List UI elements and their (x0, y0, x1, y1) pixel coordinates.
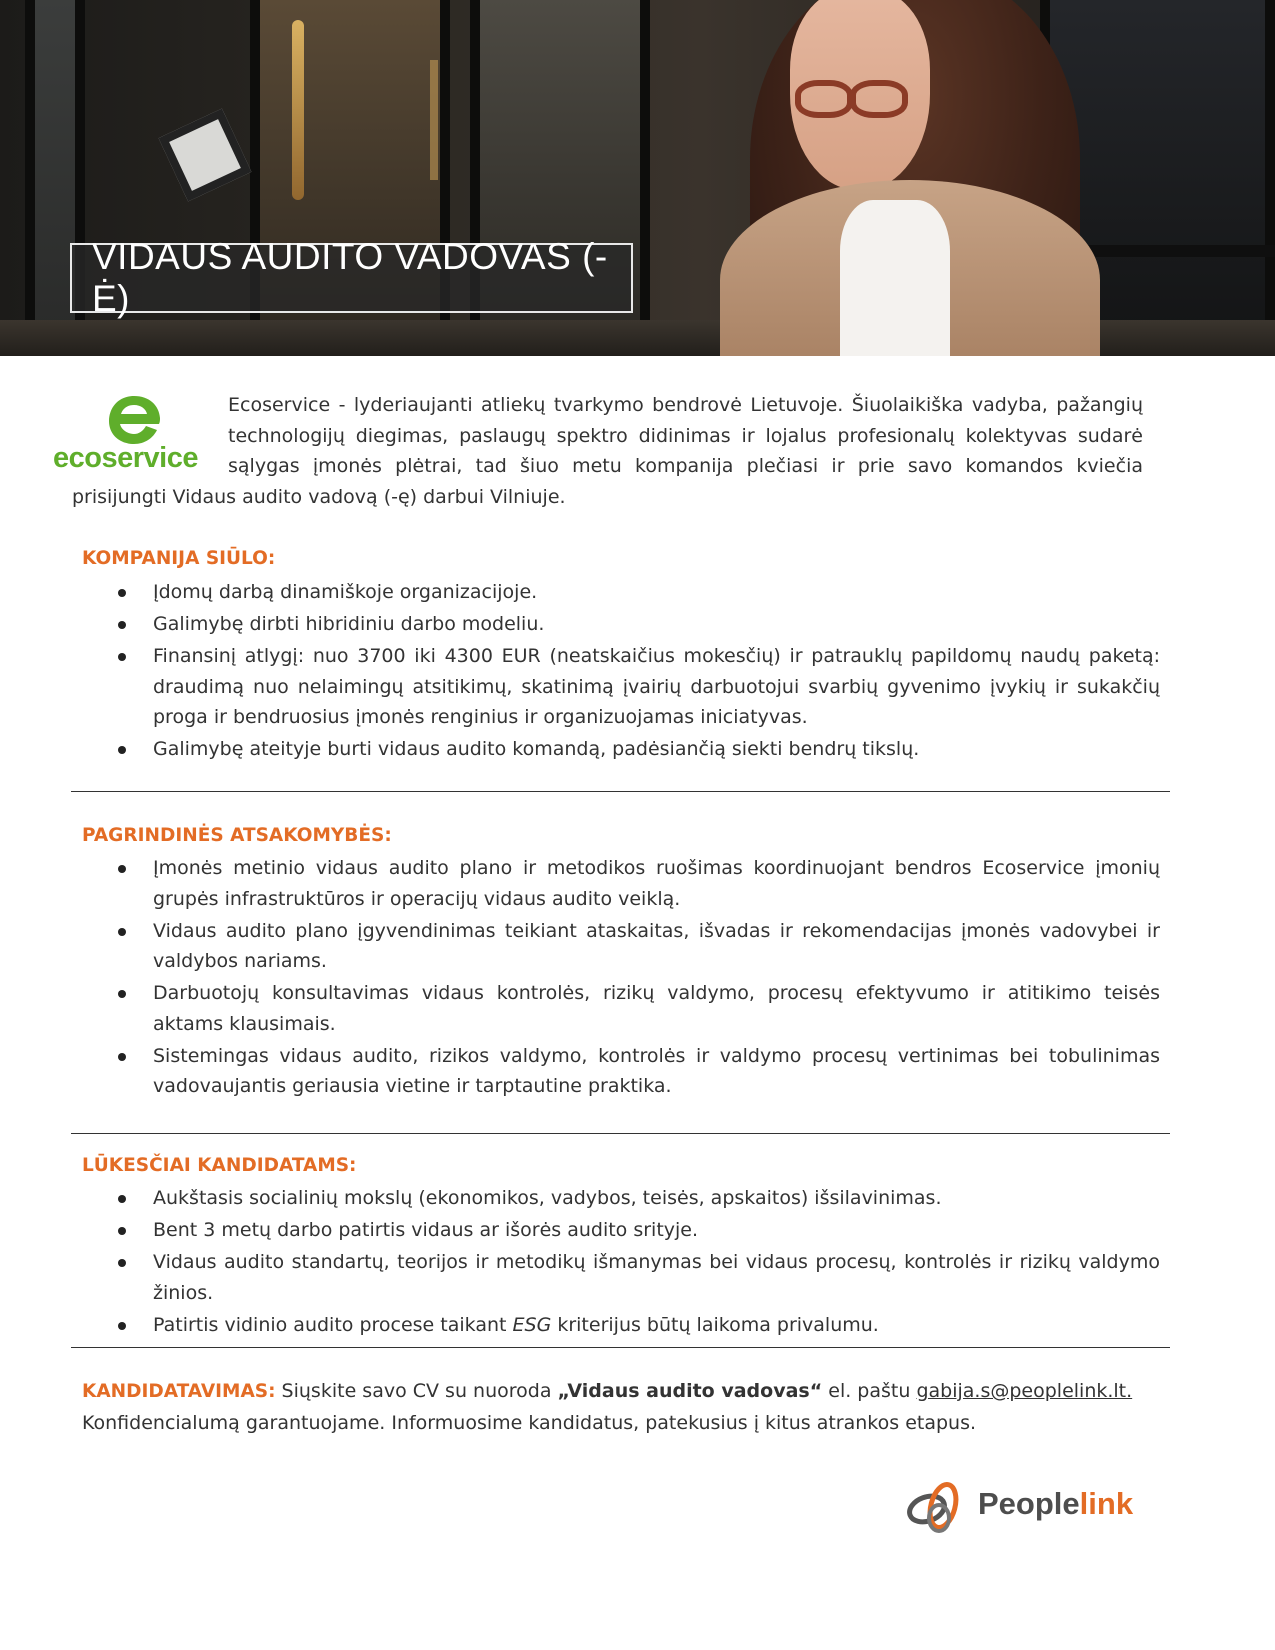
glasses-lens (850, 80, 908, 118)
light-fixture (430, 60, 438, 180)
application-info: KANDIDATAVIMAS: Siųskite savo CV su nuoroda „Vidaus audito vadovas“ el. paštu gabija.s@peoplelink.lt. Konfidencialumą garantuojame. Informuosime kandidatus, patekusius į kitus atrankos etapus. (82, 1380, 1133, 1434)
section-divider (71, 1133, 1170, 1134)
email-link[interactable]: gabija.s@peoplelink.lt. (916, 1380, 1133, 1402)
offers-heading: KOMPANIJA SIŪLO: (82, 548, 276, 569)
list-item: Galimybę dirbti hibridiniu darbo modeliu. (82, 609, 1160, 640)
list-item: Sistemingas vidaus audito, rizikos valdymo, kontrolės ir valdymo procesų vertinimas bei tobulinimas vadovaujantis geriausia vietine ir tarptautine praktika. (82, 1041, 1160, 1102)
list-item: Bent 3 metų darbo patirtis vidaus ar išorės audito srityje. (82, 1215, 1160, 1246)
responsibilities-list (82, 853, 1160, 1103)
reference-quote: „Vidaus audito vadovas“ (557, 1380, 823, 1402)
bullet-icon (118, 589, 126, 597)
expectations-heading: LŪKESČIAI KANDIDATAMS: (82, 1155, 357, 1176)
expectations-list (82, 1183, 1160, 1342)
peoplelink-wordmark: Peoplelink (978, 1486, 1134, 1521)
list-item: Patirtis vidinio audito procese taikant ESG kriterijus būtų laikoma privalumu. (82, 1310, 1160, 1341)
bullet-icon (118, 621, 126, 629)
light-fixture (292, 20, 304, 200)
esg-emphasis: ESG (512, 1313, 552, 1336)
list-item: Vidaus audito standartų, teorijos ir metodikų išmanymas bei vidaus procesų, kontrolės ir rizikų valdymo žinios. (82, 1247, 1160, 1308)
confidentiality-note: Konfidencialumą garantuojame. Informuosime kandidatus, patekusius į kitus atrankos etapus. (82, 1411, 977, 1434)
bullet-icon (118, 990, 126, 998)
list-item: Vidaus audito plano įgyvendinimas teikiant ataskaitas, išvadas ir rekomendacijas įmonės vadovybei ir valdybos nariams. (82, 916, 1160, 977)
list-item: Darbuotojų konsultavimas vidaus kontrolės, rizikų valdymo, procesų efektyvumo ir atitikimo teisės aktams klausimais. (82, 978, 1160, 1039)
bullet-icon (118, 865, 126, 873)
peoplelink-logo (905, 1476, 1145, 1536)
background-sign (158, 108, 251, 201)
application-label: KANDIDATAVIMAS: (82, 1381, 276, 1402)
list-item: Įdomų darbą dinamiškoje organizacijoje. (82, 577, 1160, 608)
bullet-icon (118, 1322, 126, 1330)
company-intro: Ecoservice - lyderiaujanti atliekų tvarkymo bendrovė Lietuvoje. Šiuolaikiška vadyba, pažangių technologijų diegimas, paslaugų spektro didinimas ir lojalus profesionalų kolektyvas sudarė sąlygas įmonės plėtrai, tad šiuo metu kompanija plečiasi ir prie savo komandos kviečia prisijungti Vidaus audito vadovą (-ę) darbui Vilniuje. (72, 394, 1143, 508)
bullet-icon (118, 1053, 126, 1061)
section-divider (71, 1347, 1170, 1348)
bullet-icon (118, 928, 126, 936)
offers-list (82, 577, 1160, 766)
peoplelink-rings-icon (905, 1476, 971, 1536)
bullet-icon (118, 653, 126, 661)
list-item: Finansinį atlygį: nuo 3700 iki 4300 EUR (neatskaičius mokesčių) ir patrauklų papildomų naudų paketą: draudimą nuo nelaimingų atsitikimų, skatinimą įvairių darbuotojui svarbių gyvenimo įvykių ir sukakčių proga ir bendruosius įmonės renginius ir organizuojamas iniciatyvas. (82, 641, 1160, 733)
section-divider (71, 791, 1170, 792)
job-title: VIDAUS AUDITO VADOVAS (-Ė) (92, 236, 608, 319)
hero-photo (0, 0, 1275, 356)
responsibilities-heading: PAGRINDINĖS ATSAKOMYBĖS: (82, 825, 392, 846)
bullet-icon (118, 746, 126, 754)
bullet-icon (118, 1227, 126, 1235)
list-item: Aukštasis socialinių mokslų (ekonomikos, vadybos, teisės, apskaitos) išsilavinimas. (82, 1183, 1160, 1214)
job-title-box (70, 236, 633, 319)
ecoservice-wordmark: ecoservice (53, 442, 198, 474)
glasses-lens (795, 80, 853, 118)
bullet-icon (118, 1259, 126, 1267)
woman-shirt (840, 200, 950, 356)
list-item: Įmonės metinio vidaus audito plano ir metodikos ruošimas koordinuojant bendros Ecoservice įmonių grupės infrastruktūros ir operacijų vidaus audito veiklą. (82, 853, 1160, 914)
list-item: Galimybę ateityje burti vidaus audito komandą, padėsiančią siekti bendrų tikslų. (82, 734, 1160, 765)
bullet-icon (118, 1195, 126, 1203)
